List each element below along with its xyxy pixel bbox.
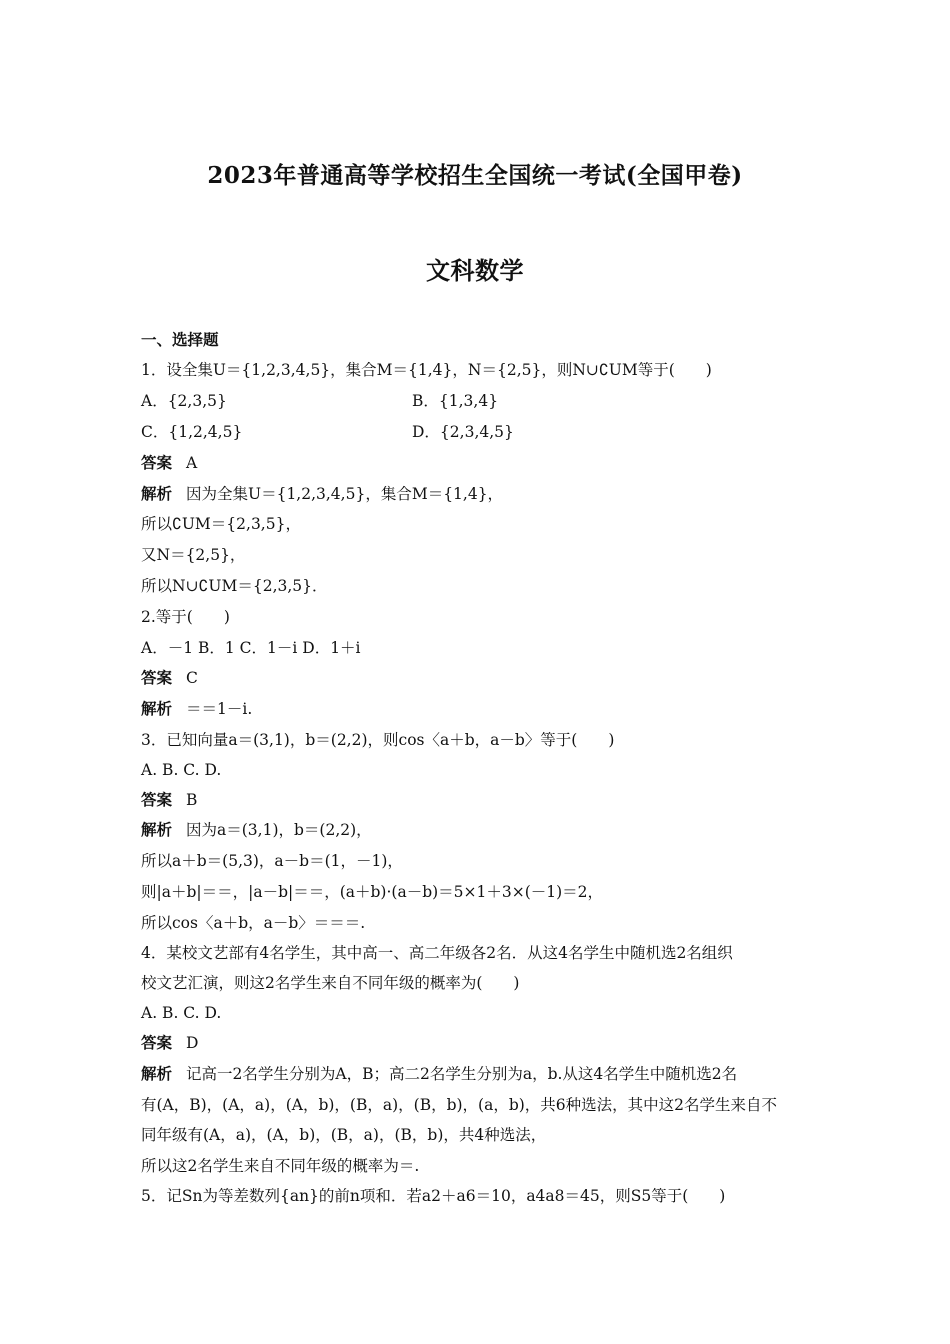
q1-option-b: B．{1,3,4} [412,392,499,410]
q3-analysis-line: 则|a＋b|＝＝，|a－b|＝＝，(a＋b)·(a－b)＝5×1＋3×(－1)＝2， [141,883,604,901]
analysis-text: 因为全集U＝{1,2,3,4,5}，集合M＝{1,4}， [186,485,504,503]
answer-value: D [186,1034,199,1052]
answer-value: C [186,669,198,687]
q2-answer [141,668,821,688]
q1-options-row1 [141,391,821,411]
q4-analysis-line: 有(A，B)，(A，a)，(A，b)，(B，a)，(B，b)，(a，b)，共6种选法，其中这2名学生来自不 [141,1096,778,1114]
exam-subtitle: 文科数学 [426,256,524,285]
q1-analysis-line: 所以N∪∁UM＝{2,3,5}． [141,577,328,595]
analysis-label: 解析 [141,1064,173,1083]
q4-analysis-line [141,1064,821,1084]
q1-answer [141,453,821,473]
q2-options: A．－1 B．1 C．1－i D．1＋i [141,639,361,657]
q4-analysis-line: 所以这2名学生来自不同年级的概率为＝. [141,1157,420,1175]
answer-value: B [186,791,198,809]
q2-stem: 2.等于( ) [141,608,230,626]
analysis-label: 解析 [141,699,173,718]
q4-answer [141,1033,821,1053]
q3-analysis-line: 所以cos〈a＋b，a－b〉＝＝＝. [141,914,366,932]
answer-label: 答案 [141,1033,173,1052]
q4-stem-line: 校文艺汇演，则这2名学生来自不同年级的概率为( ) [141,974,520,992]
analysis-label: 解析 [141,820,173,839]
analysis-text: ＝＝1－i. [186,700,253,718]
q4-analysis-line: 同年级有(A，a)，(A，b)，(B，a)，(B，b)，共4种选法， [141,1126,547,1144]
q1-option-a: A．{2,3,5} [141,392,227,410]
q5-stem: 5．记Sn为等差数列{an}的前n项和．若a2＋a6＝10，a4a8＝45，则S5等于( ) [141,1187,726,1205]
q1-stem: 1．设全集U＝{1,2,3,4,5}，集合M＝{1,4}，N＝{2,5}，则N∪∁UM等于( ) [141,361,712,379]
q1-option-c: C．{1,2,4,5} [141,423,243,441]
q3-stem: 3．已知向量a＝(3,1)，b＝(2,2)，则cos〈a＋b，a－b〉等于( ) [141,731,615,749]
answer-label: 答案 [141,453,173,472]
q4-options: A. B. C. D. [141,1004,222,1022]
analysis-text: 因为a＝(3,1)，b＝(2,2)， [186,821,372,839]
q1-analysis-line: 又N＝{2,5}， [141,546,246,564]
q3-options: A. B. C. D. [141,761,222,779]
analysis-text: 记高一2名学生分别为A，B；高二2名学生分别为a，b.从这4名学生中随机选2名 [186,1065,738,1083]
q1-options-row2 [141,422,821,442]
exam-title: 2023年普通高等学校招生全国统一考试(全国甲卷) [207,162,743,189]
q1-analysis-line [141,484,821,504]
q4-stem-line: 4．某校文艺部有4名学生，其中高一、高二年级各2名．从这4名学生中随机选2名组织 [141,944,733,962]
q1-option-d: D．{2,3,4,5} [412,423,514,441]
analysis-label: 解析 [141,484,173,503]
q3-answer [141,790,821,810]
answer-label: 答案 [141,790,173,809]
section-heading: 一、选择题 [141,330,219,349]
q3-analysis-line: 所以a＋b＝(5,3)，a－b＝(1，－1)， [141,852,403,870]
q2-analysis-line [141,699,821,719]
q3-analysis-line [141,820,821,840]
answer-label: 答案 [141,668,173,687]
q1-analysis-line: 所以∁UM＝{2,3,5}， [141,515,301,533]
answer-value: A [186,454,198,472]
